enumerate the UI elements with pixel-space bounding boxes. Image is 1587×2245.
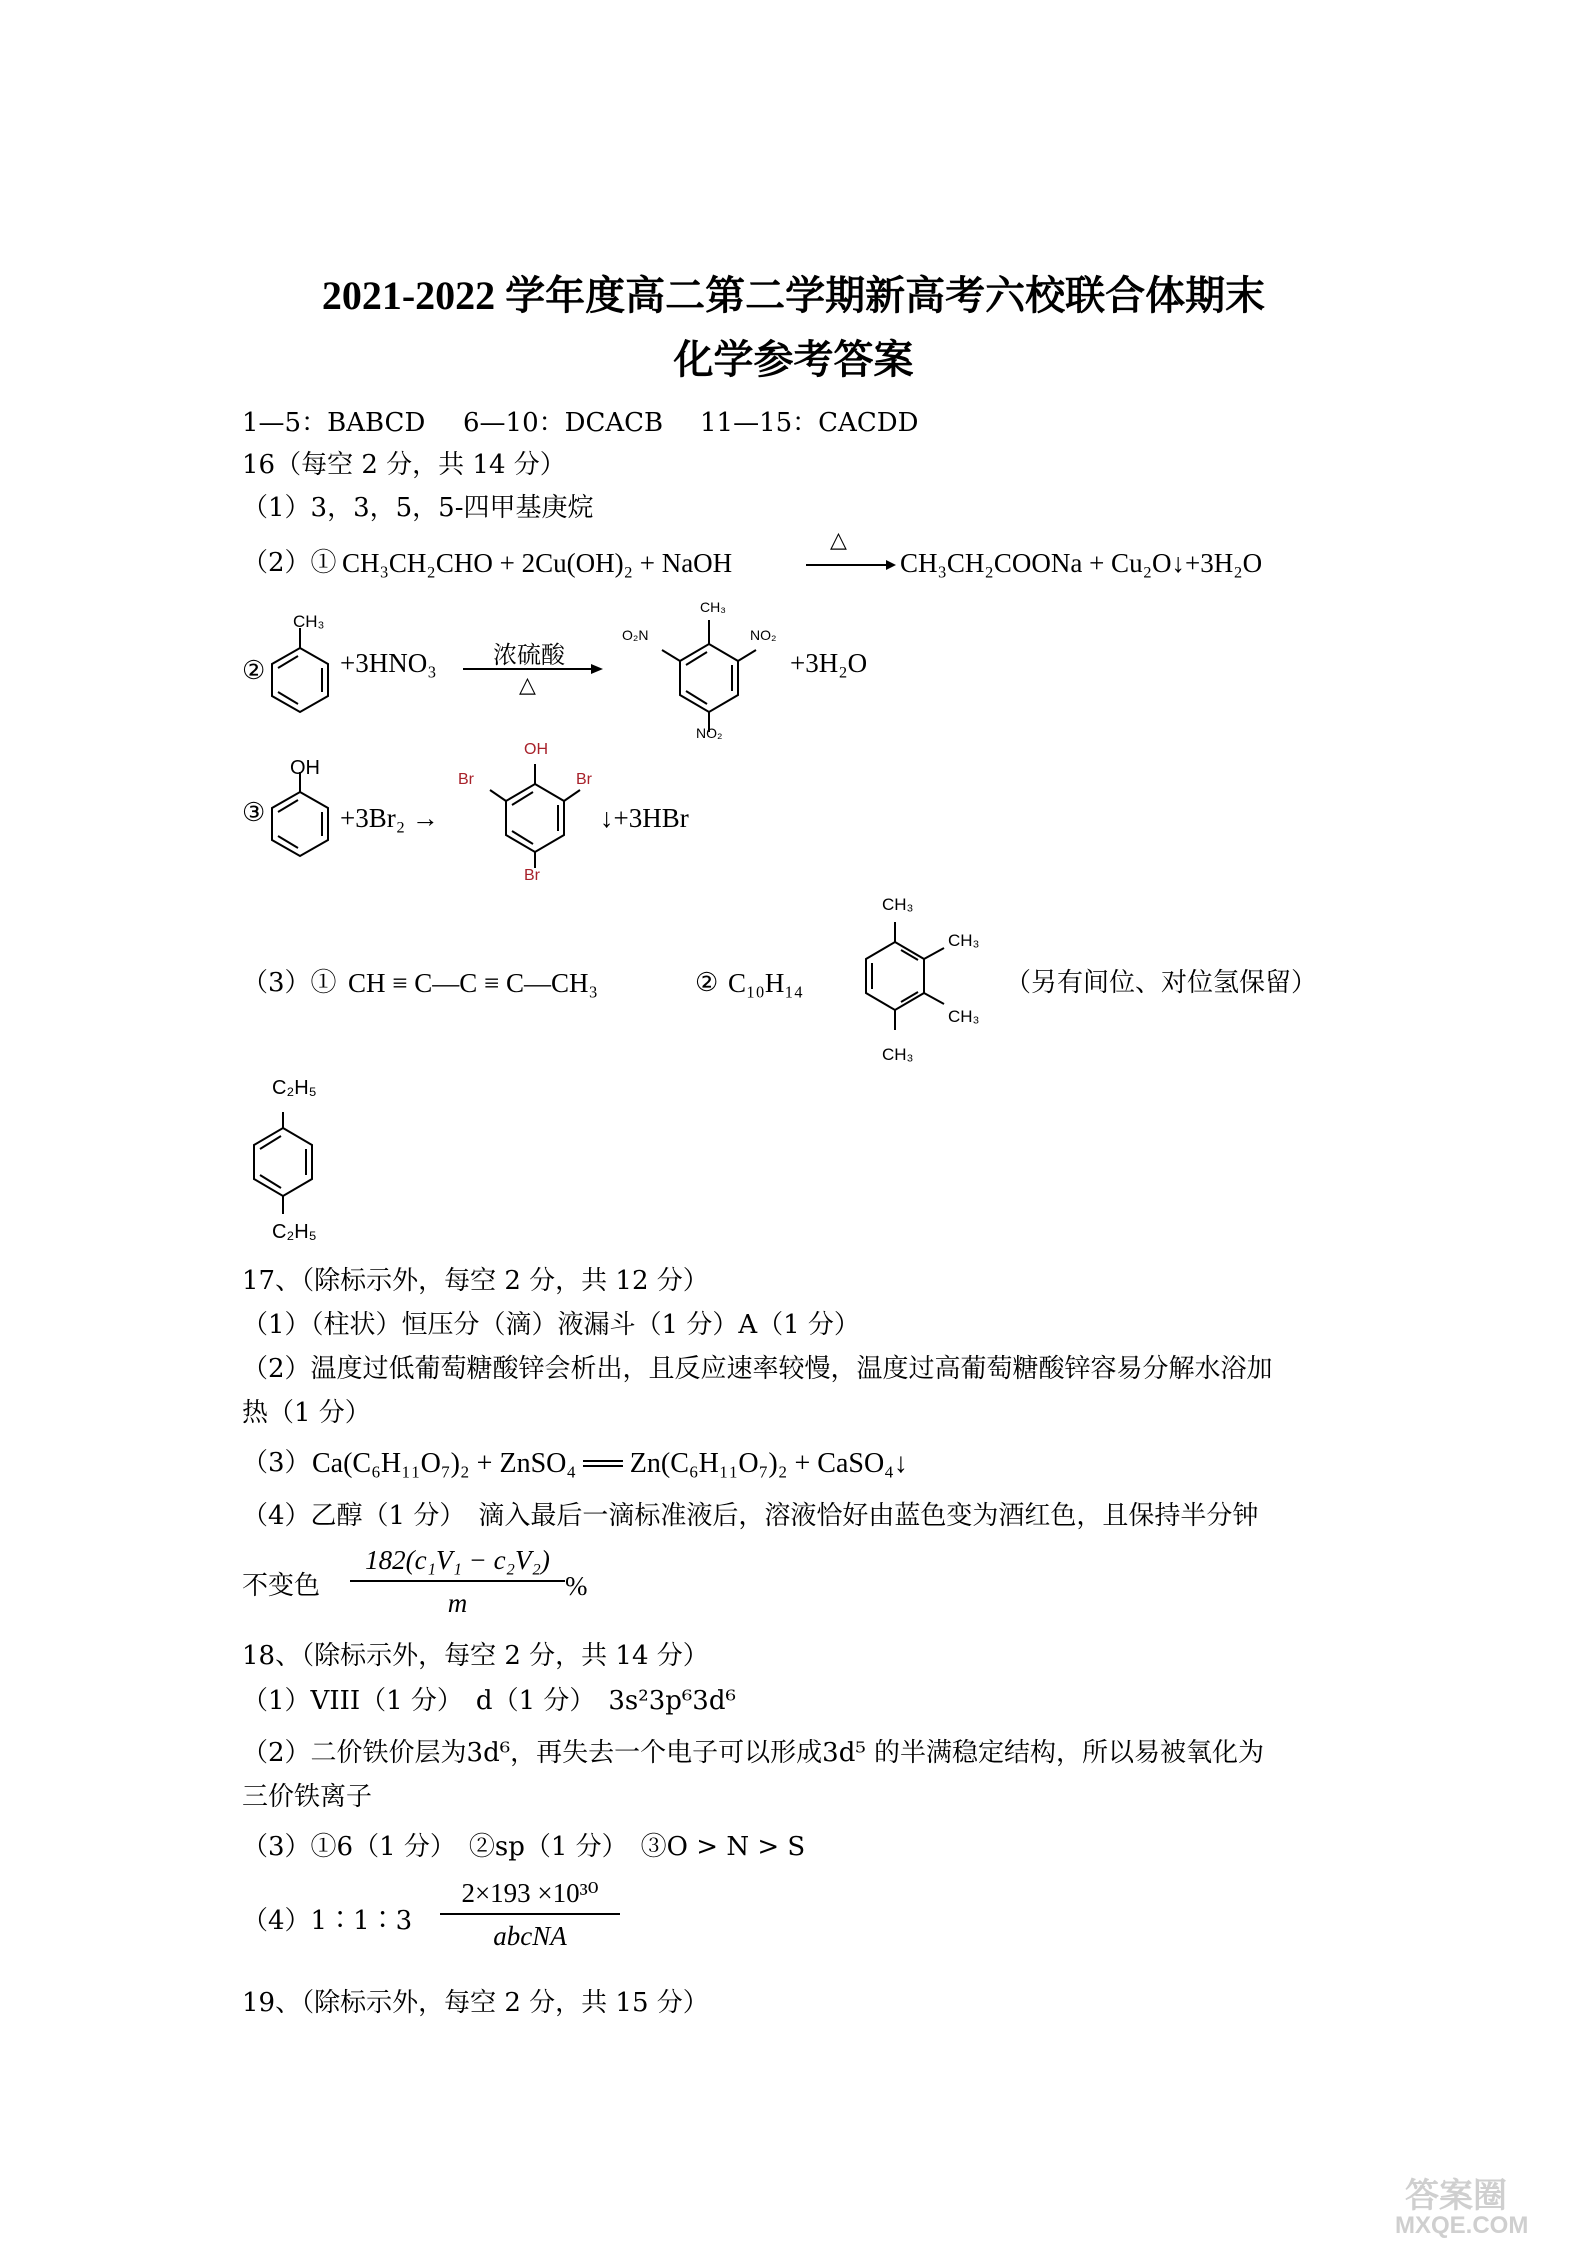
q16-r2-no2-right: NO₂ — [750, 627, 777, 643]
q18-numerator: 2×193 ×10³⁰ — [440, 1878, 620, 1915]
tetramethylbenzene-structure — [850, 900, 970, 1060]
q19-header: 19、（除标示外，每空 2 分，共 15 分） — [242, 1988, 709, 2018]
q17-part2-line2: 热（1 分） — [242, 1398, 371, 1428]
q16-r2-label: ② — [242, 656, 266, 686]
q16-part1: （1）3，3，5，5-四甲基庚烷 — [242, 493, 594, 523]
q16-part3-label2: ② — [695, 968, 719, 998]
q18-denominator: abcNA — [493, 1921, 567, 1951]
q17-denominator: m — [447, 1588, 468, 1618]
q16-part3-formula: CH ≡ C—C ≡ C—CH₃ — [348, 968, 598, 998]
q16-part3-label: （3）① — [242, 968, 337, 998]
q17-fraction — [350, 1545, 565, 1619]
tribromophenol-structure — [490, 741, 610, 884]
q16-r3-product: ↓+3HBr — [600, 803, 689, 833]
q16-part2-label: （2）① — [242, 548, 337, 578]
choice-answers-1-5: 1—5：BABCD — [242, 408, 426, 438]
q17-part1: （1）（柱状）恒压分（滴）液漏斗（1 分）A（1 分） — [242, 1310, 860, 1340]
q16-p3-ch3-r1: CH₃ — [948, 931, 980, 950]
q17-unit: % — [565, 1571, 588, 1601]
watermark-url: MXQE.COM — [1395, 2212, 1529, 2239]
q16-r3-prod-oh: OH — [524, 741, 548, 758]
q16-r3-reagent: +3Br₂ → — [340, 803, 439, 833]
q16-r3-oh: OH — [290, 757, 320, 779]
q17-part3-equation: Ca(C₆H₁₁O₇)₂ + ZnSO₄ ══ Zn(C₆H₁₁O₇)₂ + CaSO₄↓ — [312, 1448, 908, 1479]
page-title: 2021-2022 学年度高二第二学期新高考六校联合体期末 — [321, 273, 1266, 318]
q16-r2-sub-ch3: CH₃ — [700, 599, 726, 615]
page-subtitle: 化学参考答案 — [673, 337, 914, 382]
reaction-arrow — [806, 560, 896, 572]
q16-part3-formula2: C₁₀H₁₄ — [728, 968, 804, 998]
q16-r2-no2-left: O₂N — [622, 627, 649, 643]
q16-r3-br-bottom: Br — [524, 867, 540, 884]
q16-r2-product: +3H₂O — [790, 648, 868, 678]
q17-part2-line1: （2）温度过低葡萄糖酸锌会析出，且反应速率较慢，温度过高葡萄糖酸锌容易分解水浴加 — [242, 1354, 1273, 1384]
q16-p3-ch3-bottom: CH₃ — [882, 1045, 914, 1064]
q16-part2-condition: △ — [830, 528, 847, 553]
q16-p3-c2h5-bottom: C₂H₅ — [272, 1221, 317, 1243]
q16-part2-products: CH₃CH₂COONa + Cu₂O↓+3H₂O — [900, 548, 1263, 578]
choice-answers-11-15: 11—15：CACDD — [700, 408, 919, 438]
q16-p3-ch3-r2: CH₃ — [948, 1007, 980, 1026]
q16-header: 16（每空 2 分，共 14 分） — [242, 450, 566, 480]
q16-p3-c2h5-top: C₂H₅ — [272, 1077, 317, 1099]
q16-part2-reactants: CH₃CH₂CHO + 2Cu(OH)₂ + NaOH — [342, 548, 733, 578]
q16-r2-no2-bottom: NO₂ — [696, 725, 723, 741]
q17-part3-label: （3） — [242, 1448, 311, 1478]
q18-header: 18、（除标示外，每空 2 分，共 14 分） — [242, 1641, 709, 1671]
q16-r3-br-left: Br — [458, 771, 474, 788]
q18-fraction — [440, 1878, 620, 1952]
q16-p3-ch3-top: CH₃ — [882, 895, 914, 914]
q17-numerator: 182(c₁V₁ − c₂V₂) — [350, 1545, 565, 1582]
q16-r2-reagent: +3HNO₃ — [340, 648, 437, 678]
q18-part4-label: （4）1∶1∶3 — [242, 1906, 413, 1936]
q17-part4-line1: （4）乙醇（1 分） 滴入最后一滴标准液后，溶液恰好由蓝色变为酒红色，且保持半分钟 — [242, 1501, 1259, 1531]
q17-header: 17、（除标示外，每空 2 分，共 12 分） — [242, 1266, 709, 1296]
q16-r3-br-right: Br — [576, 771, 592, 788]
q18-part2-line2: 三价铁离子 — [242, 1782, 373, 1812]
q17-part4-line2: 不变色 — [242, 1571, 321, 1601]
q16-r2-ch3: CH₃ — [293, 612, 325, 631]
q18-part2-line1: （2）二价铁价层为3d⁶，再失去一个电子可以形成3d⁵ 的半满稳定结构，所以易被氧化为 — [242, 1738, 1265, 1768]
q18-part3: （3）①6（1 分） ②sp（1 分） ③O > N > S — [242, 1832, 806, 1862]
choice-answers-6-10: 6—10：DCACB — [463, 408, 664, 438]
q18-part1: （1）VIII（1 分） d（1 分） 3s²3p⁶3d⁶ — [242, 1686, 736, 1716]
q16-r3-label: ③ — [242, 798, 266, 828]
q16-r2-heat: △ — [519, 673, 536, 698]
q16-r2-catalyst: 浓硫酸 — [493, 641, 565, 669]
q16-part3-note: （另有间位、对位氢保留） — [1005, 968, 1318, 998]
watermark-brand: 答案圈 — [1405, 2177, 1507, 2215]
